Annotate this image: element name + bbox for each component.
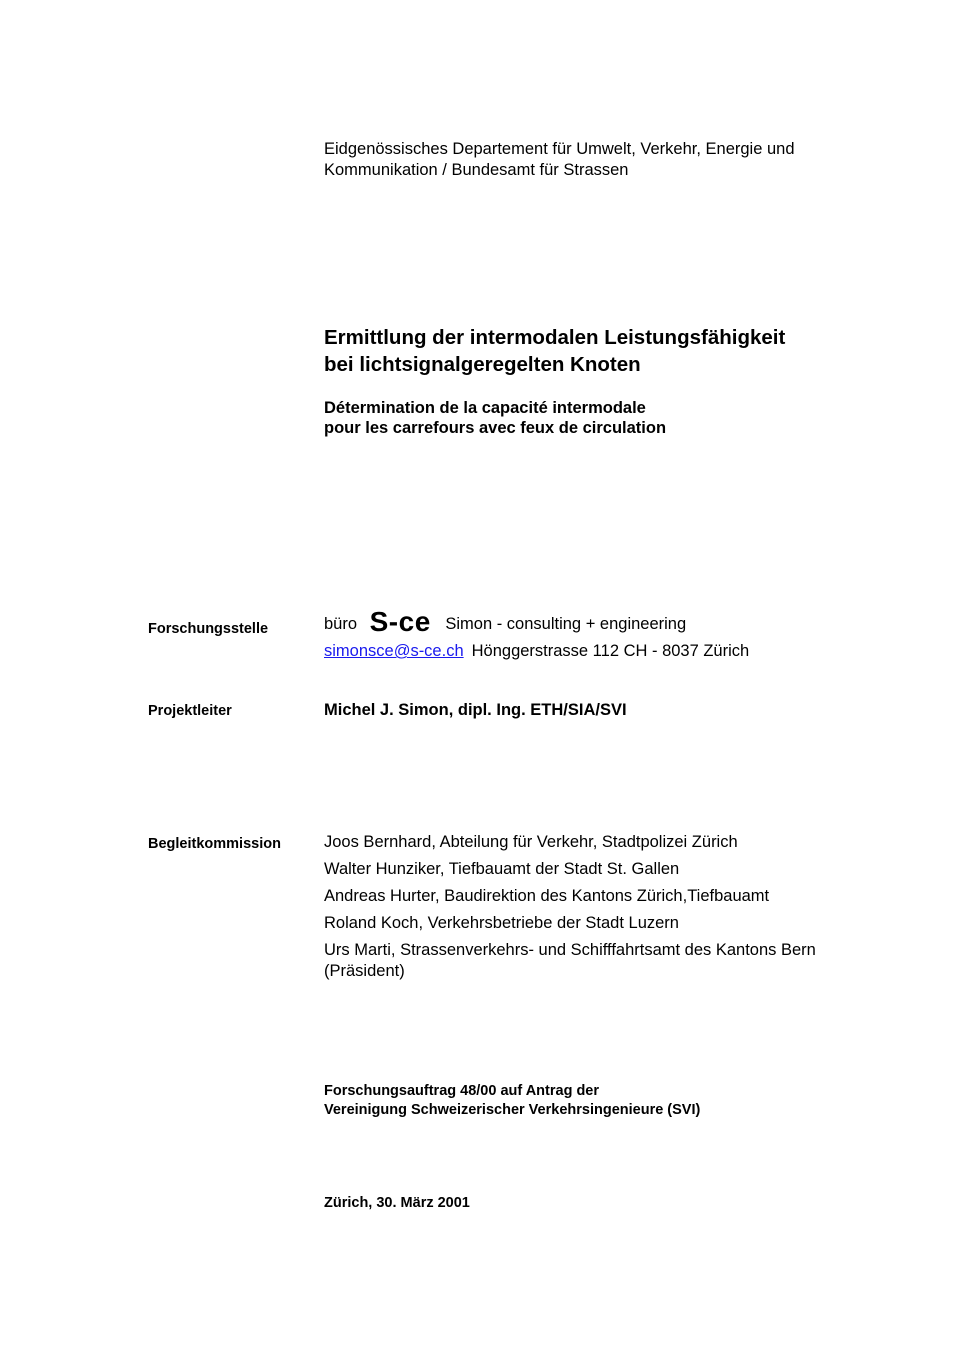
- subtitle-line-1: Détermination de la capacité intermodale: [324, 399, 646, 417]
- order-line-1: Forschungsauftrag 48/00 auf Antrag der: [324, 1083, 600, 1099]
- committee-member: Walter Hunziker, Tiefbauamt der Stadt St. Gallen: [324, 860, 680, 878]
- project-lead-name: Michel J. Simon, dipl. Ing. ETH/SIA/SVI: [324, 701, 627, 719]
- department-line-1: Eidgenössisches Departement für Umwelt, Verkehr, Energie und: [324, 140, 795, 158]
- research-office-line: [324, 606, 687, 637]
- sce-logo: S-ce: [369, 606, 431, 637]
- department-header: [324, 139, 884, 181]
- subtitle-line-2: pour les carrefours avec feux de circulation: [324, 419, 667, 437]
- committee-member: Joos Bernhard, Abteilung für Verkehr, Stadtpolizei Zürich: [324, 833, 738, 851]
- report-subtitle: [324, 398, 924, 438]
- company-name: Simon - consulting + engineering: [445, 615, 687, 633]
- project-lead-label: Projektleiter: [148, 703, 232, 719]
- report-title: [324, 324, 924, 378]
- bureau-prefix: büro: [324, 615, 358, 633]
- title-line-1: Ermittlung der intermodalen Leistungsfähigkeit: [324, 326, 786, 349]
- title-line-2: bei lichtsignalgeregelten Knoten: [324, 353, 641, 376]
- order-line-2: Vereinigung Schweizerischer Verkehrsingenieure (SVI): [324, 1102, 701, 1118]
- research-office-contact: [324, 641, 749, 662]
- committee-label: Begleitkommission: [148, 836, 281, 852]
- committee-member-list: [324, 832, 884, 988]
- office-address: Hönggerstrasse 112 CH - 8037 Zürich: [471, 642, 750, 660]
- research-order: [324, 1082, 924, 1120]
- committee-member: Andreas Hurter, Baudirektion des Kantons Zürich,Tiefbauamt: [324, 887, 770, 905]
- report-date: Zürich, 30. März 2001: [324, 1195, 470, 1211]
- committee-member: Roland Koch, Verkehrsbetriebe der Stadt Luzern: [324, 914, 679, 932]
- department-line-2: Kommunikation / Bundesamt für Strassen: [324, 161, 629, 179]
- committee-member: Urs Marti, Strassenverkehrs- und Schifffahrtsamt des Kantons Bern (Präsident): [324, 941, 816, 980]
- research-office-label: Forschungsstelle: [148, 621, 269, 637]
- email-link[interactable]: simonsce@s-ce.ch: [324, 642, 464, 660]
